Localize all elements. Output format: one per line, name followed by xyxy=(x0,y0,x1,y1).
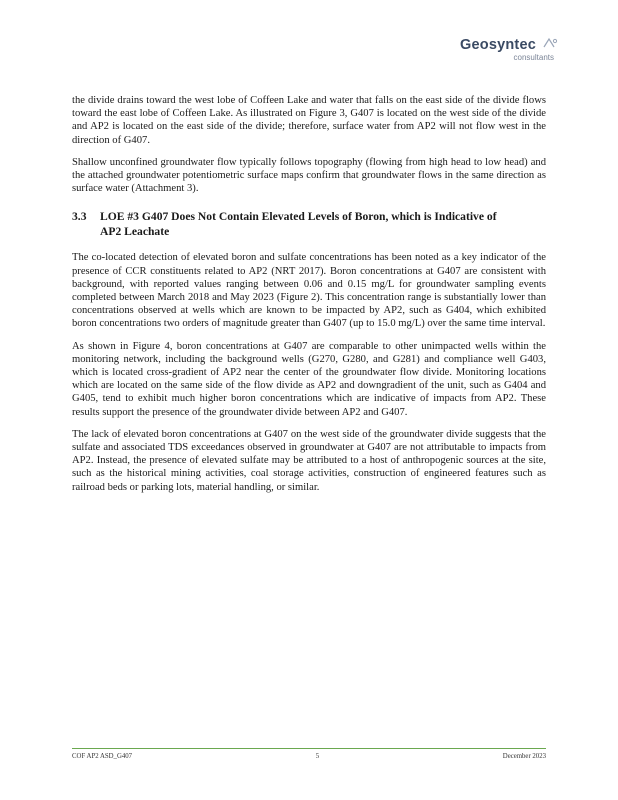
section-number: 3.3 xyxy=(72,210,87,224)
section-title: LOE #3 G407 Does Not Contain Elevated Levels of Boron, which is Indicative of AP2 Leachate xyxy=(100,210,497,239)
logo-tagline: consultants xyxy=(513,53,554,63)
section-heading xyxy=(72,209,546,239)
document-body xyxy=(72,94,546,503)
body-paragraph: As shown in Figure 4, boron concentrations at G407 are comparable to other unimpacted wells within the monitoring network, including the background wells (G270, G280, and G281) and compliance well G403, which is located cross-gradient of AP2 near the center of the groundwater flow divide. Monitoring locations which are located on the same side of the flow divide as AP2 and downgradient of the unit, such as G404 and G405, tend to exhibit much higher boron concentrations which are indicative of impacts from AP2. These results support the presence of the groundwater divide between AP2 and G407. xyxy=(72,340,546,418)
company-logo xyxy=(460,36,558,62)
body-paragraph: Shallow unconfined groundwater flow typically follows topography (flowing from high head to low head) and the attached groundwater potentiometric surface maps confirm that groundwater flows in the same direction as surface water (Attachment 3). xyxy=(72,156,546,195)
footer-document-id: COF AP2 ASD_G407 xyxy=(72,753,133,760)
page-footer xyxy=(72,748,546,760)
footer-date: December 2023 xyxy=(502,753,546,760)
body-paragraph: the divide drains toward the west lobe of Coffeen Lake and water that falls on the east side of the divide flows toward the east lobe of Coffeen Lake. As illustrated on Figure 3, G407 is located on the west side of the divide and AP2 is located on the east side of the divide; therefore, surface water from AP2 will not flow west in the direction of G407. xyxy=(72,95,546,146)
footer-page-number: 5 xyxy=(315,753,320,760)
logo-name: Geosyntec xyxy=(460,37,536,53)
logo-mark-icon xyxy=(542,36,558,54)
body-paragraph: The lack of elevated boron concentrations at G407 on the west side of the groundwater divide suggests that the sulfate and associated TDS exceedances observed in groundwater at G407 are not attributable to impacts from AP2. Instead, the presence of elevated sulfate may be attributed to a host of anthropogenic sources at the site, such as the historical mining activities, coal storage activities, construction of engineered features such as railroad beds or parking lots, material handling, or similar. xyxy=(72,428,546,493)
body-paragraph: The co-located detection of elevated boron and sulfate concentrations has been noted as a key indicator of the presence of CCR constituents related to AP2 (NRT 2017). Boron concentrations at G407 are consistent with background, with reported values ranging between 0.06 and 0.15 mg/L for groundwater sampling events completed between March 2018 and May 2023 (Figure 2). This concentration range is substantially lower than concentrations observed at wells which are known to be impacted by AP2, such as G404, which exhibited boron concentrations two orders of magnitude greater than G407 (up to 15.0 mg/L) over the same time interval. xyxy=(72,252,546,330)
